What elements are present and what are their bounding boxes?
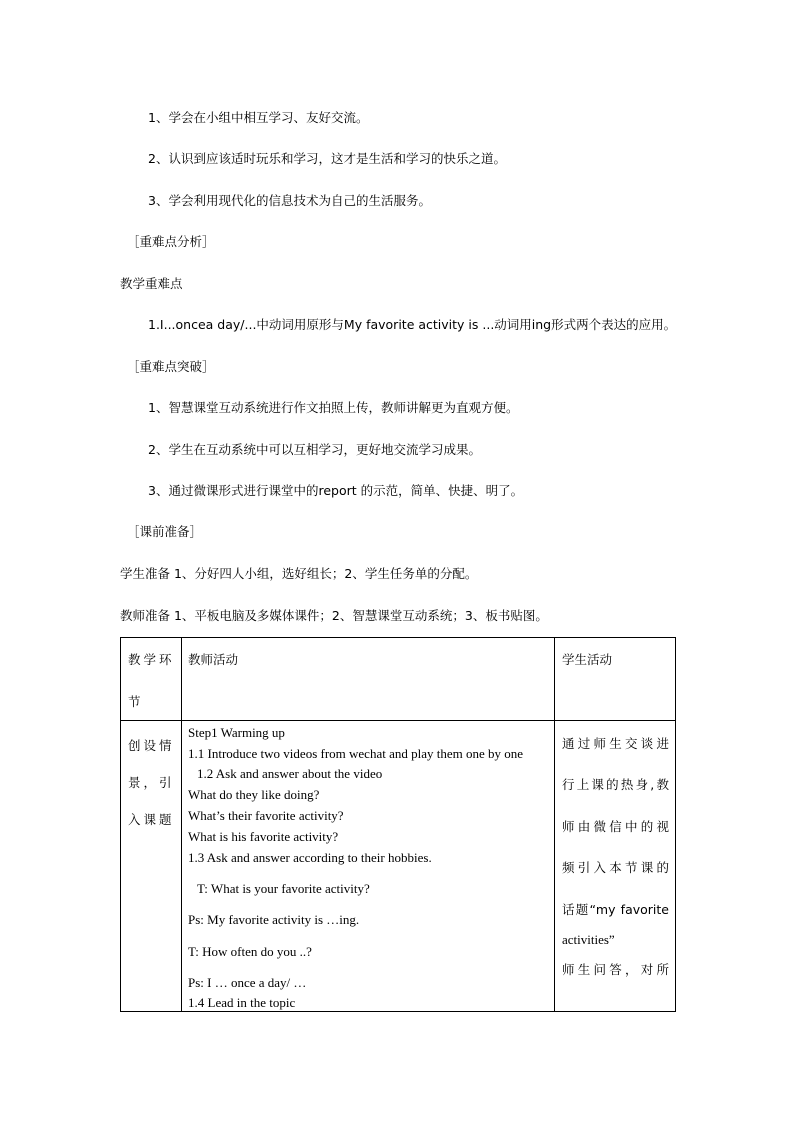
student-line: 行上课的热身,教 (562, 777, 669, 792)
stage-cell: 创设情景，引入课题 (121, 721, 182, 1012)
goal-item-3: 3、学会利用现代化的信息技术为自己的生活服务。 (148, 193, 431, 208)
header-stage-cell (121, 638, 182, 721)
student-line: 通过师生交谈进 (562, 736, 669, 751)
header-stage-line1: 教学环 (128, 652, 175, 667)
teacher-line: 1.2 Ask and answer about the video (197, 766, 383, 781)
student-activity-cell (555, 721, 676, 1012)
table-row (121, 721, 676, 1012)
key-points-subheading: 教学重难点 (120, 276, 183, 291)
teacher-line: What is his favorite activity? (188, 829, 339, 844)
student-line: 师由微信中的视 (562, 819, 669, 834)
teacher-activity-cell (182, 721, 555, 1012)
header-stage-line2: 节 (128, 694, 141, 709)
teacher-line: What do they like doing? (188, 787, 320, 802)
student-line: 频引入本节课的 (562, 860, 669, 875)
lesson-table (120, 637, 676, 1012)
teacher-line: Ps: My favorite activity is …ing. (188, 912, 360, 927)
header-student-label: 学生活动 (562, 652, 613, 667)
breakthrough-item-1: 1、智慧课堂互动系统进行作文拍照上传，教师讲解更为直观方便。 (148, 400, 519, 415)
student-line: 师生问答，对所 (562, 962, 669, 977)
table-header-row (121, 638, 676, 721)
goal-item-2: 2、认识到应该适时玩乐和学习，这才是生活和学习的快乐之道。 (148, 151, 506, 166)
teacher-line: T: What is your favorite activity? (197, 881, 370, 896)
header-student-cell (555, 638, 676, 721)
preparation-heading: ［课前准备］ (127, 524, 203, 539)
header-teacher-cell (182, 638, 555, 721)
key-point-item: 1.I...oncea day/...中动词用原形与My favorite activity is ...动词用ing形式两个表达的应用。 (148, 317, 677, 332)
student-preparation: 学生准备 1、分好四人小组，选好组长；2、学生任务单的分配。 (120, 566, 478, 581)
breakthrough-item-2: 2、学生在互动系统中可以互相学习，更好地交流学习成果。 (148, 442, 481, 457)
student-line: activities” (562, 932, 615, 947)
teacher-line: Ps: I … once a day/ … (188, 975, 307, 990)
goal-item-1: 1、学会在小组中相互学习、友好交流。 (148, 110, 369, 125)
student-line: 话题“my favorite (562, 902, 669, 917)
header-teacher-label: 教师活动 (188, 652, 239, 667)
teacher-line: What’s their favorite activity? (188, 808, 344, 823)
teacher-line: T: How often do you ..? (188, 944, 312, 959)
teacher-line: 1.1 Introduce two videos from wechat and play them one by one (188, 746, 524, 761)
teacher-line: Step1 Warming up (188, 725, 285, 740)
breakthrough-item-3: 3、通过微课形式进行课堂中的report 的示范，简单、快捷、明了。 (148, 483, 524, 498)
teacher-preparation: 教师准备 1、平板电脑及多媒体课件；2、智慧课堂互动系统；3、板书贴图。 (120, 608, 548, 623)
key-points-heading: ［重难点分析］ (127, 234, 215, 249)
teacher-line: 1.4 Lead in the topic (188, 995, 296, 1010)
teacher-line: 1.3 Ask and answer according to their hobbies. (188, 850, 432, 865)
breakthrough-heading: ［重难点突破］ (127, 359, 215, 374)
